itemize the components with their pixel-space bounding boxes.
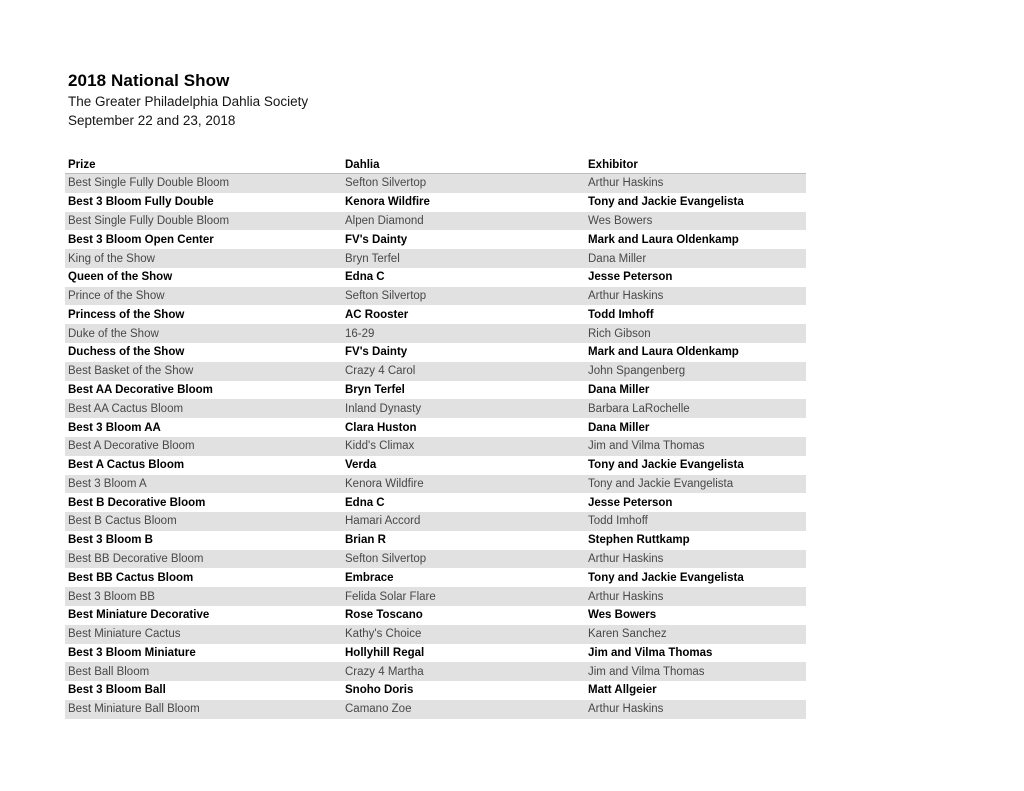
cell-prize: Best BB Cactus Bloom: [68, 571, 194, 584]
cell-prize: Duke of the Show: [68, 327, 159, 340]
cell-dahlia: Brian R: [345, 534, 386, 547]
table-row: [65, 249, 806, 268]
cell-dahlia: Felida Solar Flare: [345, 590, 436, 603]
cell-prize: Best 3 Bloom Miniature: [68, 646, 196, 659]
cell-dahlia: Inland Dynasty: [345, 402, 422, 415]
table-row: [65, 625, 806, 644]
show-dates: September 22 and 23, 2018: [68, 113, 236, 128]
cell-prize: Prince of the Show: [68, 290, 165, 303]
cell-dahlia: Sefton Silvertop: [345, 290, 427, 303]
cell-prize: Best Miniature Decorative: [68, 609, 210, 622]
cell-dahlia: Kathy's Choice: [345, 628, 422, 641]
cell-prize: King of the Show: [68, 252, 155, 265]
cell-exhibitor: Arthur Haskins: [588, 590, 664, 603]
cell-prize: Best B Cactus Bloom: [68, 515, 177, 528]
cell-dahlia: Snoho Doris: [345, 684, 414, 697]
table-row: [65, 550, 806, 569]
cell-prize: Princess of the Show: [68, 308, 185, 321]
table-row: [65, 493, 806, 512]
cell-prize: Best 3 Bloom A: [68, 477, 147, 490]
table-body: [65, 174, 806, 719]
column-header-exhibitor: Exhibitor: [588, 158, 638, 171]
table-row: [65, 606, 806, 625]
cell-prize: Best 3 Bloom B: [68, 534, 153, 547]
cell-prize: Best BB Decorative Bloom: [68, 553, 204, 566]
cell-exhibitor: Tony and Jackie Evangelista: [588, 477, 734, 490]
table-row: [65, 681, 806, 700]
table-row: [65, 662, 806, 681]
cell-dahlia: Alpen Diamond: [345, 214, 424, 227]
cell-dahlia: Embrace: [345, 571, 394, 584]
cell-dahlia: Kenora Wildfire: [345, 477, 424, 490]
cell-dahlia: Kidd's Climax: [345, 440, 415, 453]
organization-subtitle: The Greater Philadelphia Dahlia Society: [68, 94, 309, 109]
cell-dahlia: AC Rooster: [345, 308, 409, 321]
cell-dahlia: 16-29: [345, 327, 375, 340]
cell-exhibitor: Wes Bowers: [588, 214, 653, 227]
cell-dahlia: Sefton Silvertop: [345, 553, 427, 566]
cell-dahlia: Verda: [345, 459, 377, 472]
cell-exhibitor: Mark and Laura Oldenkamp: [588, 233, 739, 246]
table-header-row: [65, 156, 806, 174]
cell-prize: Best A Decorative Bloom: [68, 440, 195, 453]
table-row: [65, 475, 806, 494]
cell-prize: Best AA Decorative Bloom: [68, 383, 213, 396]
table-row: [65, 287, 806, 306]
cell-dahlia: Rose Toscano: [345, 609, 423, 622]
cell-exhibitor: Jim and Vilma Thomas: [588, 440, 705, 453]
cell-exhibitor: Wes Bowers: [588, 609, 657, 622]
cell-exhibitor: Dana Miller: [588, 383, 650, 396]
table-row: [65, 305, 806, 324]
cell-dahlia: Bryn Terfel: [345, 252, 400, 265]
table-row: [65, 343, 806, 362]
cell-dahlia: Sefton Silvertop: [345, 177, 427, 190]
table-row: [65, 418, 806, 437]
cell-dahlia: Hollyhill Regal: [345, 646, 425, 659]
table-row: [65, 531, 806, 550]
table-row: [65, 324, 806, 343]
cell-prize: Best Miniature Cactus: [68, 628, 181, 641]
cell-dahlia: Crazy 4 Martha: [345, 665, 424, 678]
table-row: [65, 700, 806, 719]
cell-prize: Best A Cactus Bloom: [68, 459, 185, 472]
column-header-dahlia: Dahlia: [345, 158, 380, 171]
cell-prize: Best B Decorative Bloom: [68, 496, 206, 509]
cell-exhibitor: Karen Sanchez: [588, 628, 667, 641]
table-row: [65, 268, 806, 287]
cell-prize: Best 3 Bloom Fully Double: [68, 196, 214, 209]
cell-dahlia: Edna C: [345, 271, 385, 284]
table-row: [65, 437, 806, 456]
cell-exhibitor: Tony and Jackie Evangelista: [588, 196, 744, 209]
cell-exhibitor: Arthur Haskins: [588, 703, 664, 716]
table-row: [65, 399, 806, 418]
table-row: [65, 456, 806, 475]
cell-exhibitor: Jesse Peterson: [588, 496, 673, 509]
cell-prize: Best 3 Bloom Ball: [68, 684, 166, 697]
table-row: [65, 568, 806, 587]
table-row: [65, 230, 806, 249]
cell-exhibitor: Tony and Jackie Evangelista: [588, 571, 744, 584]
cell-dahlia: FV's Dainty: [345, 346, 408, 359]
page-title: 2018 National Show: [68, 71, 230, 90]
cell-dahlia: Clara Huston: [345, 421, 417, 434]
cell-exhibitor: Dana Miller: [588, 252, 647, 265]
cell-dahlia: Crazy 4 Carol: [345, 365, 416, 378]
cell-prize: Best Single Fully Double Bloom: [68, 177, 230, 190]
cell-exhibitor: Matt Allgeier: [588, 684, 657, 697]
cell-exhibitor: Jim and Vilma Thomas: [588, 646, 713, 659]
table-row: [65, 174, 806, 193]
table-row: [65, 587, 806, 606]
table-row: [65, 512, 806, 531]
cell-prize: Best AA Cactus Bloom: [68, 402, 184, 415]
cell-exhibitor: Jim and Vilma Thomas: [588, 665, 705, 678]
table-row: [65, 193, 806, 212]
cell-prize: Best Miniature Ball Bloom: [68, 703, 200, 716]
cell-exhibitor: Arthur Haskins: [588, 290, 664, 303]
table-row: [65, 381, 806, 400]
cell-prize: Best Basket of the Show: [68, 365, 194, 378]
cell-prize: Queen of the Show: [68, 271, 173, 284]
cell-exhibitor: Arthur Haskins: [588, 553, 664, 566]
cell-dahlia: Camano Zoe: [345, 703, 412, 716]
cell-exhibitor: Tony and Jackie Evangelista: [588, 459, 744, 472]
cell-exhibitor: Rich Gibson: [588, 327, 651, 340]
cell-exhibitor: Todd Imhoff: [588, 308, 654, 321]
table-row: [65, 362, 806, 381]
cell-exhibitor: Todd Imhoff: [588, 515, 648, 528]
cell-exhibitor: Stephen Ruttkamp: [588, 534, 690, 547]
cell-prize: Best Ball Bloom: [68, 665, 150, 678]
cell-dahlia: Bryn Terfel: [345, 383, 405, 396]
cell-dahlia: Hamari Accord: [345, 515, 421, 528]
table-row: [65, 644, 806, 663]
cell-dahlia: FV's Dainty: [345, 233, 408, 246]
cell-dahlia: Kenora Wildfire: [345, 196, 430, 209]
cell-dahlia: Edna C: [345, 496, 385, 509]
cell-prize: Best 3 Bloom Open Center: [68, 233, 214, 246]
cell-prize: Duchess of the Show: [68, 346, 185, 359]
cell-exhibitor: Mark and Laura Oldenkamp: [588, 346, 739, 359]
column-header-prize: Prize: [68, 158, 96, 171]
cell-prize: Best 3 Bloom BB: [68, 590, 155, 603]
cell-exhibitor: Dana Miller: [588, 421, 650, 434]
table-row: [65, 212, 806, 231]
prize-table: [65, 156, 806, 719]
cell-exhibitor: Arthur Haskins: [588, 177, 664, 190]
cell-exhibitor: John Spangenberg: [588, 365, 686, 378]
cell-exhibitor: Jesse Peterson: [588, 271, 673, 284]
cell-prize: Best 3 Bloom AA: [68, 421, 161, 434]
cell-exhibitor: Barbara LaRochelle: [588, 402, 690, 415]
cell-prize: Best Single Fully Double Bloom: [68, 214, 230, 227]
